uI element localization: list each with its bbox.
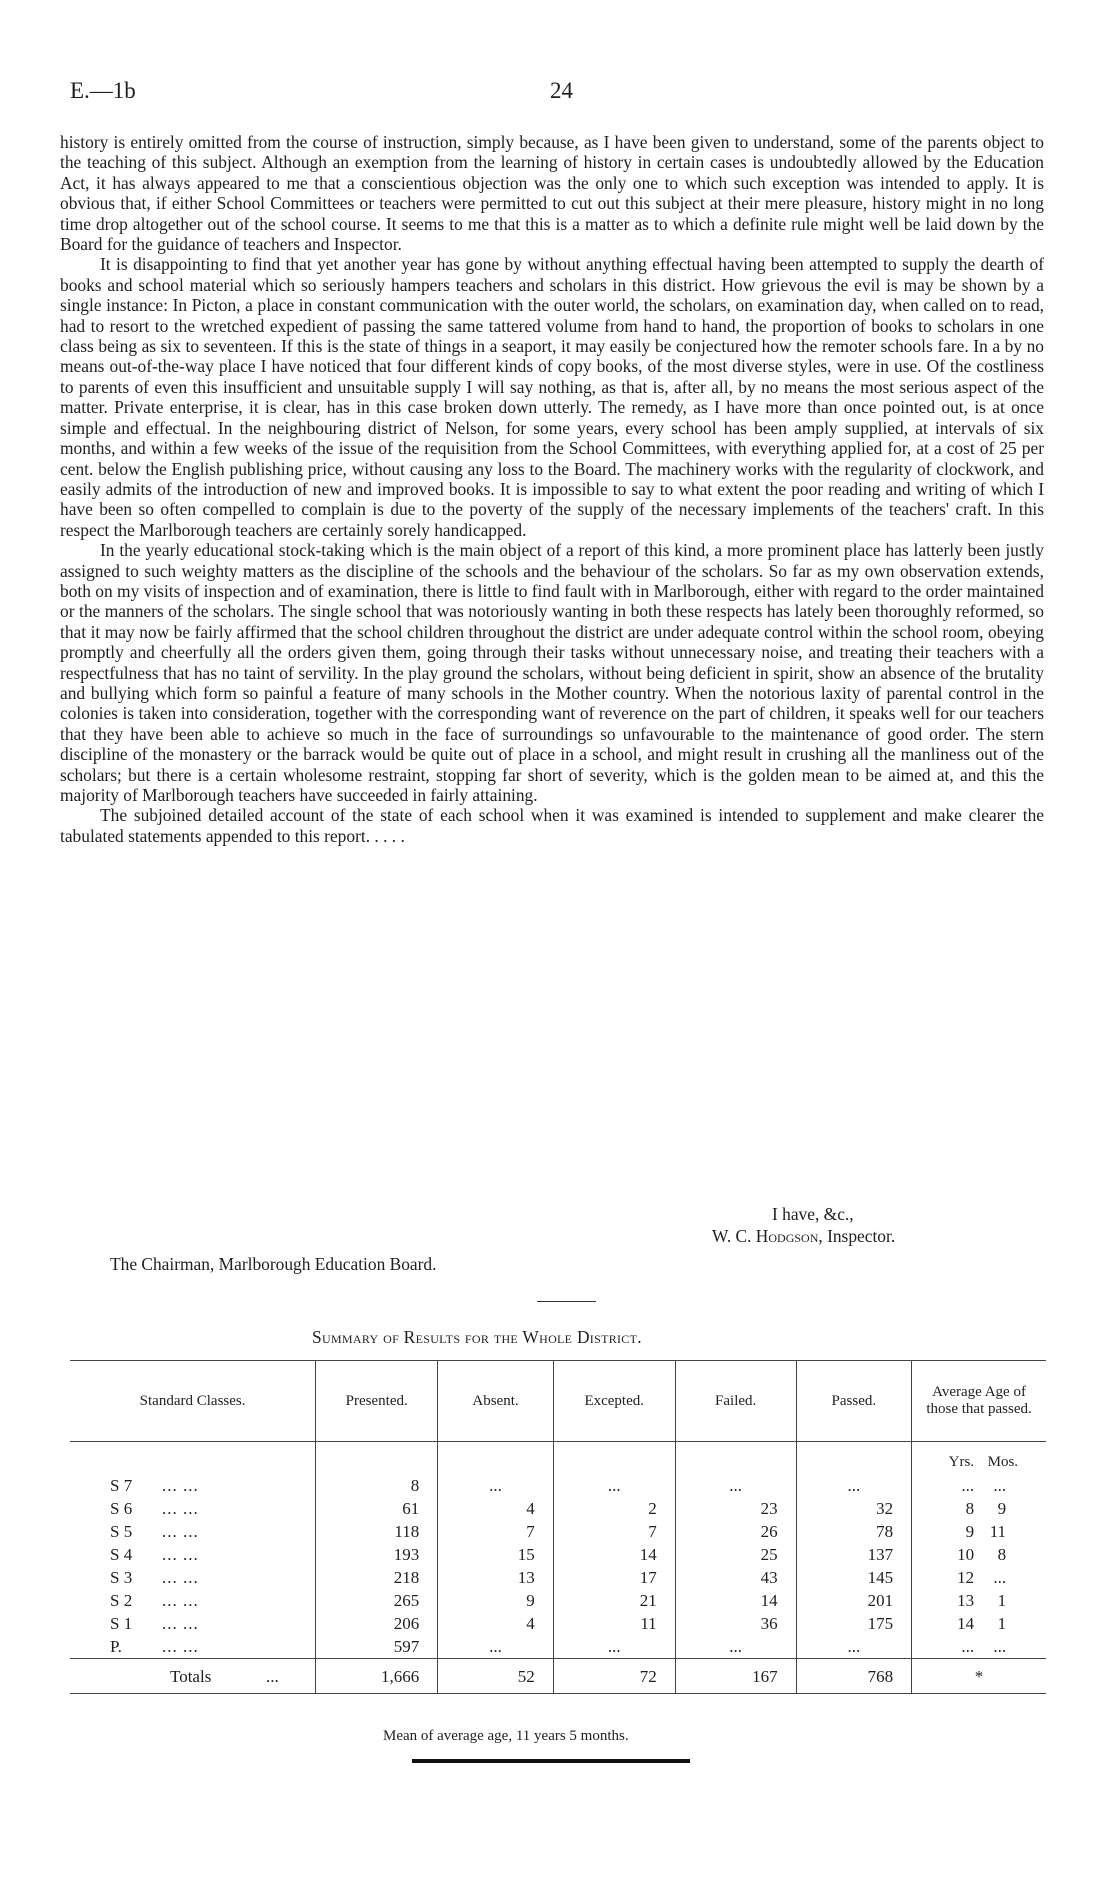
failed-cell: 26 (675, 1520, 796, 1543)
leader-dots: ... ... (162, 1545, 199, 1564)
age-units-row (70, 1442, 1046, 1475)
excepted-cell: 7 (553, 1520, 675, 1543)
years-unit: Yrs. (948, 1454, 975, 1470)
paragraph-subjoined: The subjoined detailed account of the state of each school when it was examined is intended to supplement and make clearer the tabulated statements appended to this report. . . . . (60, 805, 1044, 846)
paragraph-history: history is entirely omitted from the course of instruction, simply because, as I have been given to understand, some of the parents object to the teaching of this subject. Although an exemption from the learning of history in certain cases is undoubtedly allowed by the Education Act, it has always appeared to me that a conscientious objection was the only one to which such exception was intended to apply. It is obvious that, if either School Committees or teachers were permitted to cut out this subject at their mere pleasure, history might in no long time drop altogether out of the school course. It seems to me that this is a matter as to which a definite rule might well be laid down by the Board for the guidance of teachers and Inspector. (60, 132, 1044, 255)
age-cell (912, 1635, 1046, 1659)
table-header-row (70, 1361, 1046, 1442)
leader-dots: ... ... (162, 1591, 199, 1610)
section-divider (537, 1301, 596, 1302)
signature-block (712, 1226, 895, 1247)
totals-presented: 1,666 (316, 1659, 438, 1694)
excepted-cell: 17 (553, 1566, 675, 1589)
paragraph-books: It is disappointing to find that yet another year has gone by without anything effectual having been attempted to supply the dearth of books and school material which so seriously hampers teachers and scholars in this district. How grievous the evil is may be shown by a single instance: In Picton, a place in constant communication with the outer world, the scholars, on examination day, when called on to read, had to resort to the wretched expedient of passing the same tattered volume from hand to hand, the proportion of books to scholars in one class being as six to seventeen. If this is the state of things in a seaport, it may easily be conjectured how the remoter schools fare. In a by no means out-of-the-way place I have noticed that four different kinds of copy books, of the most diverse styles, were in use. Of the costliness to parents of even this insufficient and unsuitable supply I will say nothing, as that is, after all, by no means the most serious aspect of the matter. Private enterprise, it is clear, has in this case broken down utterly. The remedy, as I have more than once pointed out, is at once simple and effectual. In the neighbouring district of Nelson, for some years, every school has been amply supplied, at intervals of six months, and within a few weeks of the issue of the requisition from the School Committees, with everything applied for, at a cost of 25 per cent. below the English publishing price, without causing any loss to the Board. The machinery works with the regularity of clockwork, and easily admits of the introduction of new and improved books. It is impossible to say to what extent the poor reading and writing of which I have been so often compelled to complain is due to the poverty of the supply of the necessary implements of the teachers' craft. In this respect the Marlborough teachers are certainly sorely handicapped. (60, 254, 1044, 540)
excepted-cell: 11 (553, 1612, 675, 1635)
totals-label-cell (70, 1659, 316, 1694)
table-row (70, 1589, 1046, 1612)
passed-cell: ... (796, 1635, 911, 1659)
leader-dots: ... ... (162, 1499, 199, 1518)
age-cell (912, 1612, 1046, 1635)
age-months: 1 (997, 1614, 1007, 1633)
age-months: 1 (997, 1591, 1007, 1610)
age-years: 10 (957, 1545, 975, 1564)
age-cell (912, 1474, 1046, 1497)
totals-age: * (912, 1659, 1046, 1694)
standard-cell (70, 1589, 316, 1612)
presented-cell: 597 (316, 1635, 438, 1659)
signature-closing: I have, &c., (772, 1204, 854, 1224)
standard-cell (70, 1543, 316, 1566)
age-months: 8 (997, 1545, 1007, 1564)
leader-dots: ... ... (162, 1522, 199, 1541)
presented-cell: 193 (316, 1543, 438, 1566)
age-months: ... (993, 1568, 1007, 1587)
end-divider (412, 1759, 690, 1763)
presented-cell: 218 (316, 1566, 438, 1589)
absent-cell: 4 (438, 1612, 554, 1635)
passed-cell: ... (796, 1474, 911, 1497)
leader-dots: ... ... (162, 1476, 199, 1495)
failed-cell: 43 (675, 1566, 796, 1589)
failed-cell: 23 (675, 1497, 796, 1520)
standard-label: S 1 (110, 1614, 133, 1633)
standard-cell (70, 1474, 316, 1497)
report-body (60, 132, 1044, 846)
table-row (70, 1612, 1046, 1635)
age-cell (912, 1543, 1046, 1566)
leader-dots: ... ... (162, 1637, 199, 1656)
age-years: ... (961, 1637, 975, 1656)
age-units-cell (912, 1442, 1046, 1475)
totals-absent: 52 (438, 1659, 554, 1694)
failed-cell: ... (675, 1635, 796, 1659)
failed-cell: ... (675, 1474, 796, 1497)
table-row (70, 1520, 1046, 1543)
absent-cell: ... (438, 1474, 554, 1497)
absent-cell: 7 (438, 1520, 554, 1543)
totals-label: Totals (170, 1666, 212, 1686)
absent-cell: 13 (438, 1566, 554, 1589)
excepted-cell: 2 (553, 1497, 675, 1520)
passed-cell: 175 (796, 1612, 911, 1635)
standard-cell (70, 1635, 316, 1659)
passed-cell: 201 (796, 1589, 911, 1612)
failed-cell: 36 (675, 1612, 796, 1635)
age-cell (912, 1589, 1046, 1612)
age-cell (912, 1497, 1046, 1520)
leader-dots: ... (266, 1666, 279, 1686)
age-years: 12 (957, 1568, 975, 1587)
table-row (70, 1543, 1046, 1566)
totals-excepted: 72 (553, 1659, 675, 1694)
standard-label: S 4 (110, 1545, 133, 1564)
table-row (70, 1474, 1046, 1497)
standard-cell (70, 1612, 316, 1635)
presented-cell: 8 (316, 1474, 438, 1497)
standard-label: S 6 (110, 1499, 133, 1518)
standard-label: S 7 (110, 1476, 133, 1495)
header-passed: Passed. (796, 1361, 911, 1442)
table-title: Summary of Results for the Whole District. (312, 1327, 642, 1347)
age-years: 13 (957, 1591, 975, 1610)
excepted-cell: ... (553, 1474, 675, 1497)
page-number: 24 (550, 78, 573, 103)
header-failed: Failed. (675, 1361, 796, 1442)
totals-row (70, 1659, 1046, 1694)
age-months: 11 (989, 1522, 1007, 1541)
summary-table (70, 1360, 1046, 1694)
age-months: ... (993, 1476, 1007, 1495)
standard-label: S 5 (110, 1522, 133, 1541)
age-months: ... (993, 1637, 1007, 1656)
standard-cell (70, 1520, 316, 1543)
presented-cell: 265 (316, 1589, 438, 1612)
absent-cell: 9 (438, 1589, 554, 1612)
absent-cell: 4 (438, 1497, 554, 1520)
passed-cell: 137 (796, 1543, 911, 1566)
failed-cell: 25 (675, 1543, 796, 1566)
header-presented: Presented. (316, 1361, 438, 1442)
age-cell (912, 1520, 1046, 1543)
leader-dots: ... ... (162, 1568, 199, 1587)
absent-cell: 15 (438, 1543, 554, 1566)
table-row (70, 1566, 1046, 1589)
excepted-cell: 21 (553, 1589, 675, 1612)
age-cell (912, 1566, 1046, 1589)
presented-cell: 206 (316, 1612, 438, 1635)
signature-title: , Inspector. (818, 1226, 896, 1246)
age-years: 14 (957, 1614, 975, 1633)
table-row (70, 1497, 1046, 1520)
failed-cell: 14 (675, 1589, 796, 1612)
standard-cell (70, 1566, 316, 1589)
leader-dots: ... ... (162, 1614, 199, 1633)
document-reference: E.—1b (70, 78, 136, 103)
presented-cell: 118 (316, 1520, 438, 1543)
passed-cell: 145 (796, 1566, 911, 1589)
standard-label: S 2 (110, 1591, 133, 1610)
standard-label: S 3 (110, 1568, 133, 1587)
age-years: 9 (965, 1522, 975, 1541)
excepted-cell: ... (553, 1635, 675, 1659)
passed-cell: 32 (796, 1497, 911, 1520)
months-unit: Mos. (987, 1454, 1019, 1470)
totals-failed: 167 (675, 1659, 796, 1694)
totals-passed: 768 (796, 1659, 911, 1694)
excepted-cell: 14 (553, 1543, 675, 1566)
header-excepted: Excepted. (553, 1361, 675, 1442)
header-absent: Absent. (438, 1361, 554, 1442)
standard-label: P. (110, 1637, 122, 1656)
signature-name: W. C. Hodgson (712, 1226, 819, 1246)
absent-cell: ... (438, 1635, 554, 1659)
page-header (70, 78, 1050, 108)
standard-cell (70, 1497, 316, 1520)
paragraph-discipline: In the yearly educational stock-taking which is the main object of a report of this kind, a more prominent place has latterly been justly assigned to such weighty matters as the discipline of the schools and the behaviour of the scholars. So far as my own observation extends, both on my visits of inspection and of examination, there is little to find fault with in Marlborough, either with regard to the order maintained or the manners of the scholars. The single school that was notoriously wanting in both these respects has lately been thoroughly reformed, so that it may now be fairly affirmed that the school children throughout the district are under adequate control within the school room, obeying promptly and cheerfully all the orders given them, going through their tasks without unnecessary noise, and treating their teachers with a respectfulness that has no taint of servility. In the play ground the scholars, without being deficient in spirit, show an absence of the brutality and bullying which form so painful a feature of many schools in the Mother country. When the notorious laxity of parental control in the colonies is taken into consideration, together with the corresponding want of reverence on the part of children, it speaks well for our teachers that they have been able to achieve so much in the face of surroundings so unfavourable to the maintenance of good order. The stern discipline of the monastery or the barrack would be quite out of place in a school, and might result in crushing all the manliness out of the scholars; but there is a certain wholesome restraint, stopping far short of severity, which is the golden mean to be aimed at, and this the majority of Marlborough teachers have succeeded in fairly attaining. (60, 540, 1044, 805)
age-months: 9 (997, 1499, 1007, 1518)
presented-cell: 61 (316, 1497, 438, 1520)
mean-age-footnote: Mean of average age, 11 years 5 months. (383, 1728, 629, 1744)
age-years: 8 (965, 1499, 975, 1518)
age-years: ... (961, 1476, 975, 1495)
table-row (70, 1635, 1046, 1659)
addressee: The Chairman, Marlborough Education Board. (110, 1254, 437, 1274)
header-standard: Standard Classes. (70, 1361, 316, 1442)
passed-cell: 78 (796, 1520, 911, 1543)
header-average-age: Average Age of those that passed. (912, 1361, 1046, 1442)
